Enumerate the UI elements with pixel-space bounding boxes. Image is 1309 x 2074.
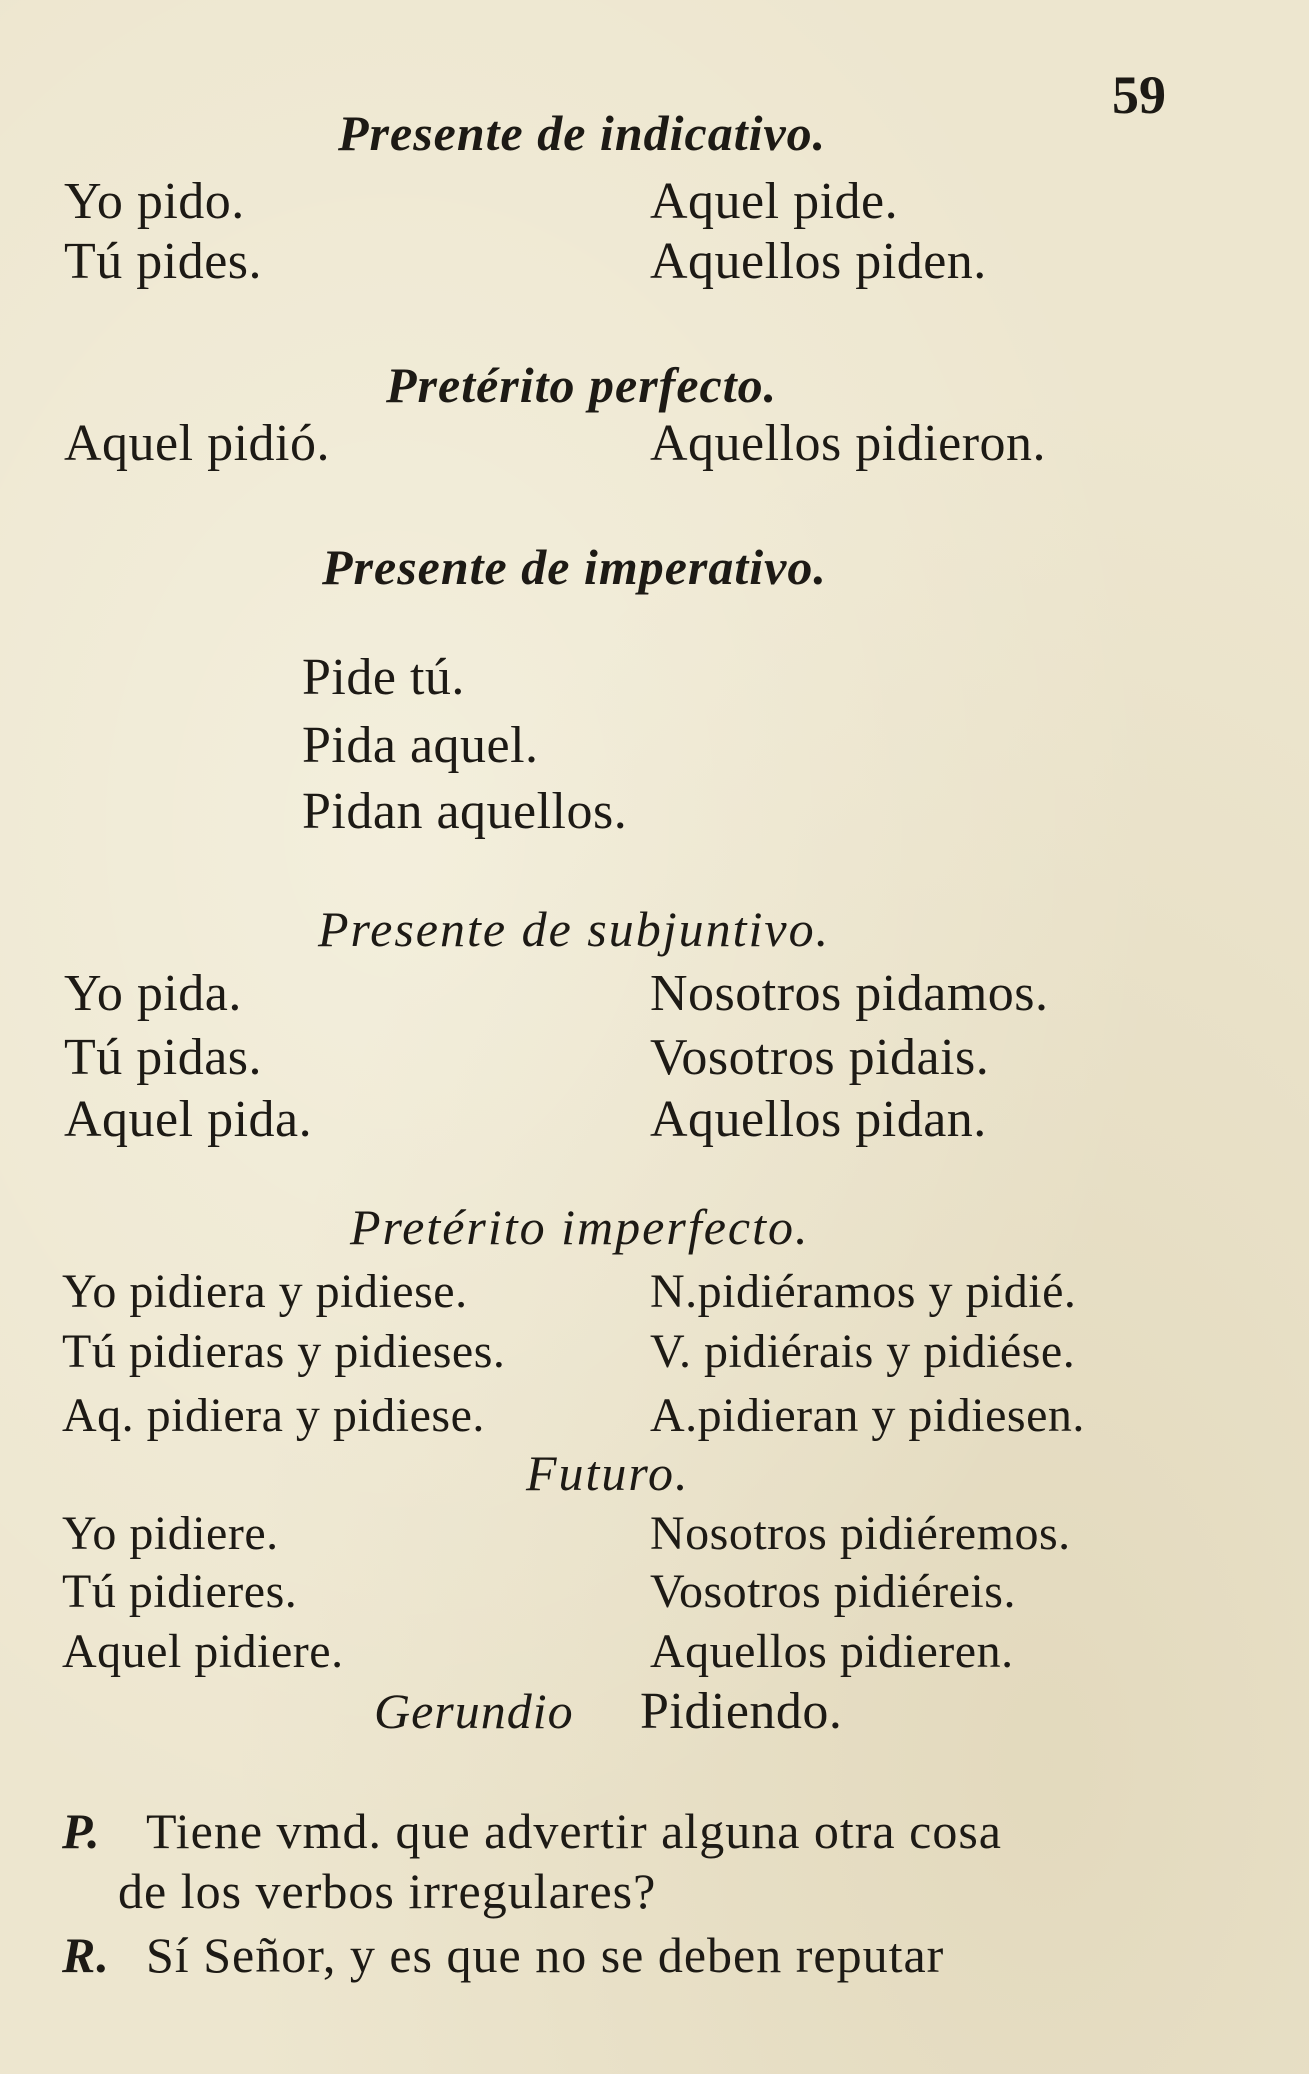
conjugation-line: Tú pides.	[64, 233, 263, 290]
conjugation-line: Yo pido.	[64, 173, 245, 230]
gerundio-label: Gerundio	[374, 1683, 574, 1739]
conjugation-line: Nosotros pidamos.	[650, 965, 1049, 1022]
heading-futuro: Futuro.	[526, 1445, 690, 1501]
heading-preterito-perfecto: Pretérito perfecto.	[386, 357, 778, 413]
conjugation-line: Pide tú.	[302, 649, 465, 706]
conjugation-line: Aquel pide.	[650, 173, 899, 230]
heading-presente-subjuntivo: Presente de subjuntivo.	[318, 901, 831, 957]
conjugation-line: Tú pidieras y pidieses.	[62, 1325, 506, 1378]
conjugation-line: A.pidieran y pidiesen.	[650, 1389, 1085, 1442]
conjugation-line: Aquellos pidieren.	[650, 1625, 1014, 1678]
conjugation-line: Aquellos piden.	[650, 233, 987, 290]
conjugation-line: Yo pidiera y pidiese.	[62, 1265, 468, 1318]
conjugation-line: Aquel pida.	[64, 1091, 313, 1148]
question-label: P.	[62, 1803, 101, 1859]
conjugation-line: Aquel pidió.	[64, 415, 330, 472]
conjugation-line: Aquel pidiere.	[62, 1625, 344, 1678]
heading-presente-imperativo: Presente de imperativo.	[322, 539, 827, 595]
conjugation-line: Yo pidiere.	[62, 1507, 279, 1560]
conjugation-line: Aquellos pidan.	[650, 1091, 987, 1148]
conjugation-line: Vosotros pidiéreis.	[650, 1565, 1016, 1618]
conjugation-line: Tú pidieres.	[62, 1565, 298, 1618]
conjugation-line: Pida aquel.	[302, 717, 539, 774]
heading-preterito-imperfecto: Pretérito imperfecto.	[350, 1199, 810, 1255]
heading-presente-indicativo: Presente de indicativo.	[338, 105, 827, 161]
conjugation-line: N.pidiéramos y pidié.	[650, 1265, 1077, 1318]
conjugation-line: Vosotros pidais.	[650, 1029, 990, 1086]
gerundio-value: Pidiendo.	[640, 1683, 843, 1740]
question-line: de los verbos irregulares?	[118, 1863, 657, 1919]
answer-label: R.	[62, 1927, 110, 1983]
conjugation-line: Aq. pidiera y pidiese.	[62, 1389, 485, 1442]
conjugation-line: Yo pida.	[64, 965, 242, 1022]
conjugation-line: V. pidiérais y pidiése.	[650, 1325, 1076, 1378]
conjugation-line: Nosotros pidiéremos.	[650, 1507, 1071, 1560]
conjugation-line: Pidan aquellos.	[302, 783, 628, 840]
question-line: Tiene vmd. que advertir alguna otra cosa	[146, 1803, 1002, 1859]
conjugation-line: Aquellos pidieron.	[650, 415, 1047, 472]
conjugation-line: Tú pidas.	[64, 1029, 263, 1086]
page-number: 59	[1112, 65, 1166, 125]
answer-line: Sí Señor, y es que no se deben reputar	[146, 1927, 945, 1983]
